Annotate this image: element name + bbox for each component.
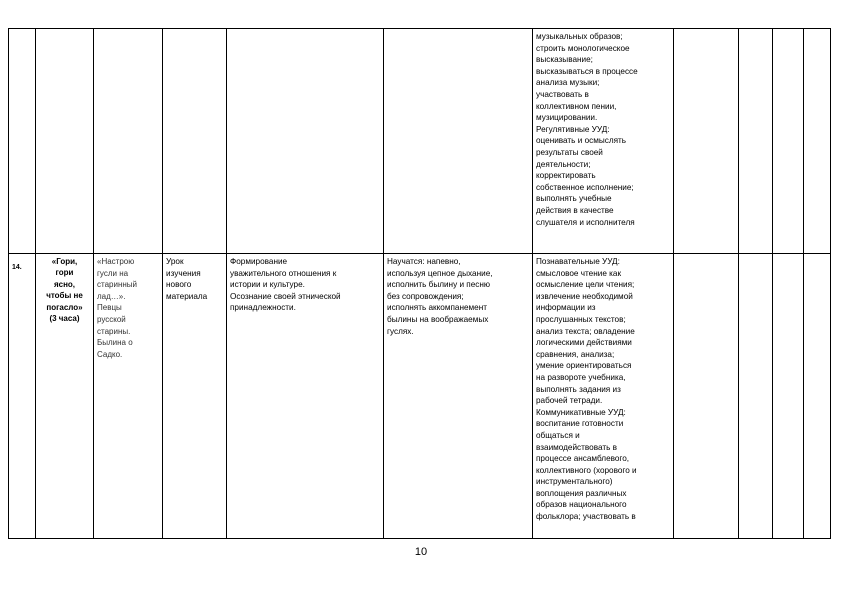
cell-empty-1: [674, 254, 739, 539]
cell-subject-results: [384, 29, 533, 254]
cell-empty-2: [739, 254, 773, 539]
lesson-title: «Настрою гусли на старинный лад…». Певцы русской старины. Былина о Садко.: [97, 257, 137, 359]
cell-empty-4: [804, 29, 831, 254]
table-row-lesson-14: [9, 254, 831, 539]
lesson-number: 14.: [12, 264, 22, 271]
cell-topic: [36, 29, 94, 254]
lesson-plan-table: [8, 28, 831, 539]
cell-number: [9, 29, 36, 254]
cell-empty-1: [674, 29, 739, 254]
cell-uud: [533, 29, 674, 254]
table-row-continuation: [9, 29, 831, 254]
cell-empty-2: [739, 29, 773, 254]
cell-empty-4: [804, 254, 831, 539]
personal-results: Формирование уважительного отношения к истории и культуре. Осознание своей этнической принадлежности.: [230, 257, 341, 313]
cell-lesson-type: [163, 29, 227, 254]
cell-lesson-title: [94, 29, 163, 254]
cell-lesson-type: [163, 254, 227, 539]
page-number: 10: [414, 546, 428, 558]
cell-personal-results: [227, 254, 384, 539]
topic-title: «Гори, гори ясно, чтобы не погасло» (3 часа): [46, 257, 83, 324]
cell-personal-results: [227, 29, 384, 254]
uud-text-continuation: музыкальных образов; строить монологическое высказывание; высказываться в процессе анализа музыки; участвовать в коллективном пении, музицировании. Регулятивные УУД: оценивать и осмыслять результаты своей деятельности; корректировать собственное исполнение; выполнять учебные действия в качестве слушателя и исполнителя: [536, 32, 638, 227]
uud-text-lesson-14: Познавательные УУД: смысловое чтение как осмысление цели чтения; извлечение необходимой информации из прослушанных текстов; анализ текста; овладение логическими действиями сравнения, анализа; умение ориентироваться на развороте учебника, выполнять задания из рабочей тетради. Коммуникативные УУД: воспитание готовности общаться и взаимодействовать в процессе ансамблевого, коллективного (хорового и инструментального) воплощения различных образов национального фольклора; участвовать в: [536, 257, 637, 522]
lesson-type: Урок изучения нового материала: [166, 257, 208, 301]
cell-empty-3: [773, 254, 804, 539]
cell-number: [9, 254, 36, 539]
cell-subject-results: [384, 254, 533, 539]
cell-empty-3: [773, 29, 804, 254]
cell-uud: [533, 254, 674, 539]
subject-results: Научатся: напевно, используя цепное дыхание, исполнить былину и песню без сопровождения; исполнять аккомпанемент былины на воображаемых гуслях.: [387, 257, 493, 336]
cell-lesson-title: [94, 254, 163, 539]
cell-topic: [36, 254, 94, 539]
